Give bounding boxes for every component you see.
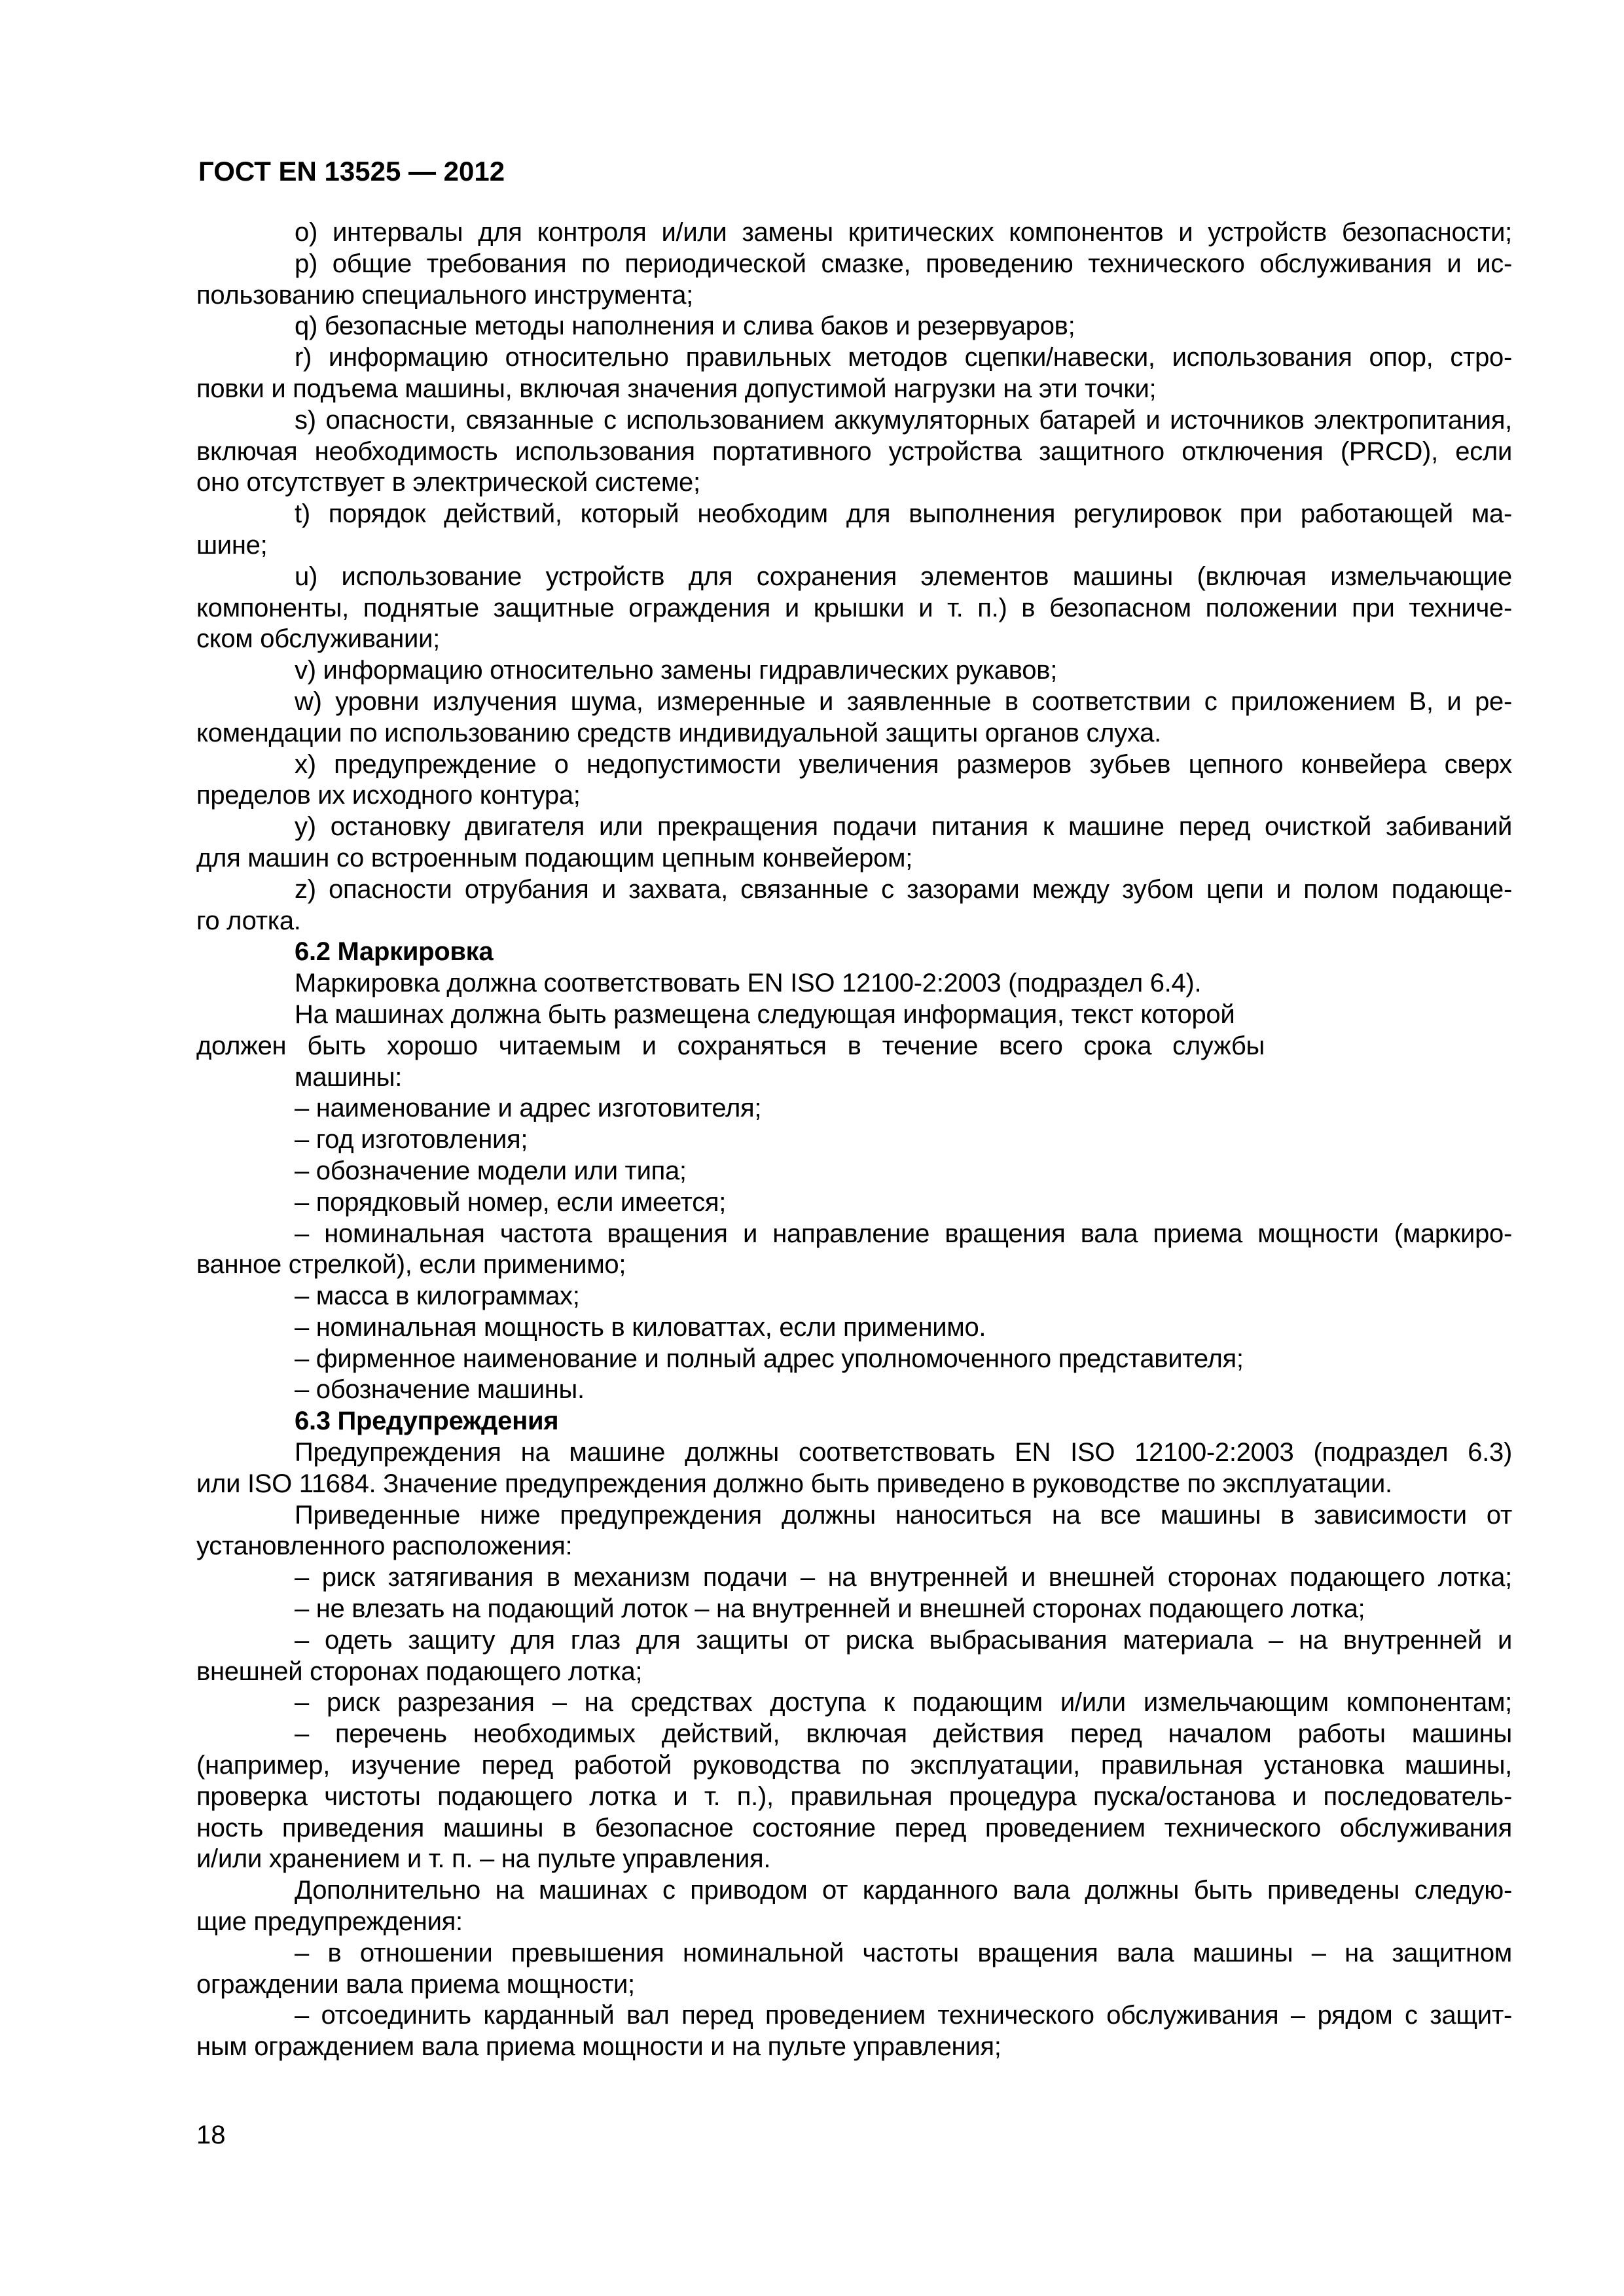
section-heading: 6.3 Предупреждения [295,1407,559,1436]
text-line: установленного расположения: [196,1532,573,1561]
text-line: пределов их исходного контура; [196,781,581,810]
text-line: q) безопасные методы наполнения и слива баков и резервуаров; [295,312,1075,341]
text-line: проверка чистоты подающего лотка и т. п.), правильная процедура пуска/останова и последователь- [196,1782,1512,1811]
text-line: оно отсутствует в электрической системе; [196,468,700,497]
text-line: должен быть хорошо читаемым и сохраняться в течение всего срока службы [196,1031,1265,1060]
text-line: – номинальная мощность в киловаттах, если применимо. [295,1312,986,1342]
text-line: Предупреждения на машине должны соответствовать EN ISO 12100-2:2003 (подраздел 6.3) [295,1438,1512,1467]
text-line: x) предупреждение о недопустимости увеличения размеров зубьев цепного конвейера сверх [295,749,1512,779]
text-line: компоненты, поднятые защитные ограждения и крышки и т. п.) в безопасном положении при техниче- [196,593,1512,622]
text-line: y) остановку двигателя или прекращения подачи питания к машине перед очисткой забиваний [295,812,1512,842]
text-line: v) информацию относительно замены гидравлических рукавов; [295,656,1058,685]
text-line: – не влезать на подающий лоток – на внутренней и внешней сторонах подающего лотка; [295,1594,1365,1624]
text-line: ограждении вала приема мощности; [196,1969,635,1999]
text-line: – обозначение модели или типа; [295,1156,687,1185]
text-line: w) уровни излучения шума, измеренные и заявленные в соответствии с приложением В, и ре- [295,687,1512,716]
text-line: – номинальная частота вращения и направление вращения вала приема мощности (маркиро- [295,1219,1512,1248]
text-line: повки и подъема машины, включая значения допустимой нагрузки на эти точки; [196,374,1157,403]
text-line: ность приведения машины в безопасное состояние перед проведением технического обслуживания [196,1813,1512,1842]
text-line: На машинах должна быть размещена следующая информация, текст которой [295,999,1235,1029]
text-line: – фирменное наименование и полный адрес уполномоченного представителя; [295,1344,1244,1373]
text-line: щие предупреждения: [196,1907,463,1937]
text-line: шине; [196,530,268,560]
text-line: – год изготовления; [295,1125,528,1155]
text-line: ванное стрелкой), если применимо; [196,1250,626,1280]
text-line: – одеть защиту для глаз для защиты от риска выбрасывания материала – на внутренней и [295,1625,1512,1655]
page-number: 18 [196,2121,226,2149]
text-line: t) порядок действий, который необходим для выполнения регулировок при работающей ма- [295,499,1512,529]
text-line: Дополнительно на машинах с приводом от карданного вала должны быть приведены следую- [295,1876,1512,1905]
text-line: – наименование и адрес изготовителя; [295,1094,762,1123]
text-line: – риск разрезания – на средствах доступа к подающим и/или измельчающим компонентам; [295,1688,1512,1717]
text-line: – порядковый номер, если имеется; [295,1187,727,1217]
text-line: – отсоединить карданный вал перед проведением технического обслуживания – рядом с защит- [295,2001,1512,2030]
section-heading: 6.2 Маркировка [295,937,494,967]
text-line: u) использование устройств для сохранения элементов машины (включая измельчающие [295,562,1512,591]
text-line: о) интервалы для контроля и/или замены критических компонентов и устройств безопасности; [295,218,1512,247]
text-line: и/или хранением и т. п. – на пульте управления. [196,1844,771,1874]
text-line: или ISO 11684. Значение предупреждения должно быть приведено в руководстве по эксплуатации. [196,1469,1392,1498]
text-block [196,217,1512,2063]
text-line: ным ограждением вала приема мощности и на пульте управления; [196,2032,1001,2062]
text-line: го лотка. [196,906,301,935]
text-line: – в отношении превышения номинальной частоты вращения вала машины – на защитном [295,1938,1512,1967]
text-line: ском обслуживании; [196,624,440,654]
text-line: включая необходимость использования портативного устройства защитного отключения (PRCD), если [196,437,1512,466]
text-line: р) общие требования по периодической смазке, проведению технического обслуживания и ис- [295,249,1512,278]
document-header: ГОСТ EN 13525 — 2012 [198,156,505,187]
text-line: r) информацию относительно правильных методов сцепки/навески, использования опор, стро- [295,343,1512,372]
text-line: комендации по использованию средств индивидуальной защиты органов слуха. [196,718,1161,747]
text-line: (например, изучение перед работой руководства по эксплуатации, правильная установка машины, [196,1751,1512,1780]
text-line: внешней сторонах подающего лотка; [196,1657,643,1686]
text-line: Приведенные ниже предупреждения должны наноситься на все машины в зависимости от [295,1500,1512,1530]
text-line: машины: [295,1062,403,1092]
text-line: – обозначение машины. [295,1375,585,1405]
text-line: – масса в килограммах; [295,1282,580,1311]
text-line: s) опасности, связанные с использованием аккумуляторных батарей и источников электропитания, [295,405,1512,435]
text-line: – риск затягивания в механизм подачи – на внутренней и внешней сторонах подающего лотка; [295,1563,1512,1592]
text-line: z) опасности отрубания и захвата, связанные с зазорами между зубом цепи и полом подающе- [295,874,1512,904]
text-line: для машин со встроенным подающим цепным конвейером; [196,843,913,872]
text-line: пользованию специального инструмента; [196,280,693,310]
text-line: – перечень необходимых действий, включая действия перед началом работы машины [295,1719,1512,1749]
text-line: Маркировка должна соответствовать EN ISO 12100-2:2003 (подраздел 6.4). [295,969,1202,998]
